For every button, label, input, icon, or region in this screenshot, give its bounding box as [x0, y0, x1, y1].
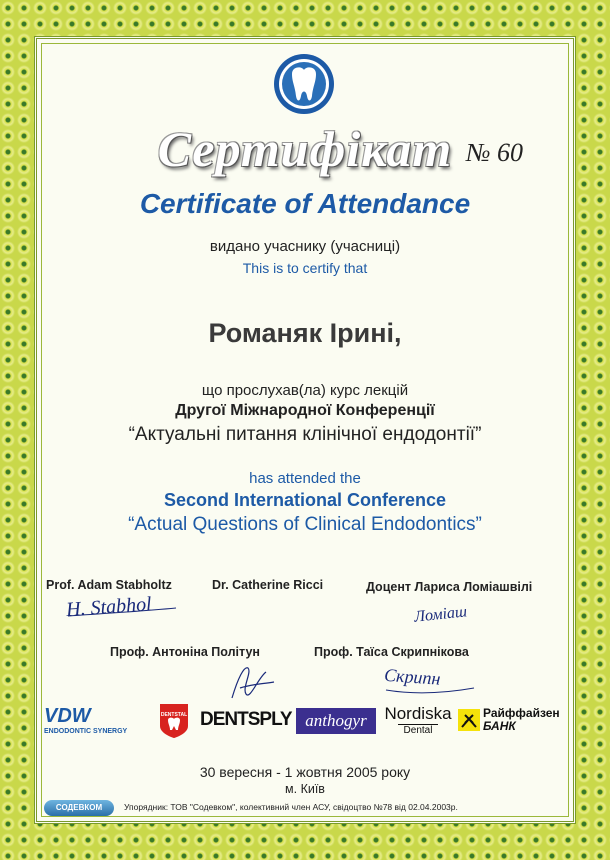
nordiska-logo-text: Nordiska	[384, 704, 452, 723]
raiffeisen-emblem-icon	[458, 709, 480, 731]
signatory-name: Доцент Лариса Ломіашвілі	[366, 580, 533, 594]
svg-text:Ломіаш: Ломіаш	[413, 603, 468, 626]
svg-text:Скрипн: Скрипн	[383, 664, 442, 689]
vdw-logo-subtext: ENDODONTIC SYNERGY	[44, 728, 128, 735]
certificate-title-en: Certificate of Attendance	[139, 188, 471, 219]
attended-text-en: has attended the	[249, 470, 361, 487]
organizer-text: Упорядник: ТОВ "Содевком", колективний член АСУ, свідоцтво №78 від 02.04.2003р.	[124, 802, 458, 812]
conference-topic-ua: “Актуальні питання клінічної ендодонтії”	[128, 424, 482, 445]
vdw-logo-text: VDW	[44, 705, 91, 727]
signature-skrypnikova	[380, 662, 480, 698]
anthogyr-logo	[296, 708, 376, 734]
vdw-logo	[44, 700, 150, 740]
conference-date: 30 вересня - 1 жовтня 2005 року	[199, 764, 411, 780]
dentsply-logo	[200, 700, 292, 740]
attended-text-ua: що прослухав(ла) курс лекцій	[201, 382, 409, 399]
organizer-line	[44, 800, 574, 818]
raiffeisen-logo-subtext: БАНК	[483, 719, 516, 733]
signature-stabholtz	[64, 588, 184, 622]
raiffeisen-logo	[458, 700, 570, 740]
dentsply-logo-text: DENTSPLY	[200, 709, 292, 730]
nordiska-logo-subtext: Dental	[398, 724, 439, 736]
recipient-name: Романяк Ірині,	[208, 318, 402, 348]
issued-to-ua: видано учаснику (учасниці)	[209, 238, 401, 255]
organizer-badge: СОДЕВКОМ	[44, 800, 114, 816]
signatory-name: Проф. Таїса Скрипнікова	[314, 645, 469, 659]
dentstal-logo	[156, 700, 192, 740]
conference-topic-en: “Actual Questions of Clinical Endodontics”	[128, 514, 482, 535]
conference-name-ua: Другої Міжнародної Конференції	[175, 402, 435, 419]
dentstal-emblem-icon	[156, 700, 192, 740]
certificate-number: № 60	[466, 138, 524, 167]
sponsor-logos	[44, 700, 569, 744]
svg-text:H. Stabhol: H. Stabhol	[65, 593, 153, 622]
signatory-name: Dr. Catherine Ricci	[212, 578, 324, 592]
certificate-title-ua: Сертифікат	[157, 121, 453, 177]
anthogyr-logo-text: anthogyr	[305, 711, 367, 730]
raiffeisen-logo-text: Райффайзен	[483, 706, 560, 720]
tooth-icon	[272, 52, 336, 116]
conference-city: м. Київ	[285, 782, 325, 796]
nordiska-logo	[380, 700, 456, 740]
signatory-name: Prof. Adam Stabholtz	[46, 578, 172, 592]
signature-lomiashvili	[410, 598, 490, 628]
conference-name-en: Second International Conference	[163, 490, 447, 510]
issued-to-en: This is to certify that	[242, 260, 368, 276]
svg-text:DENTSTAL: DENTSTAL	[160, 712, 188, 718]
signatory-name: Проф. Антоніна Політун	[110, 645, 260, 659]
